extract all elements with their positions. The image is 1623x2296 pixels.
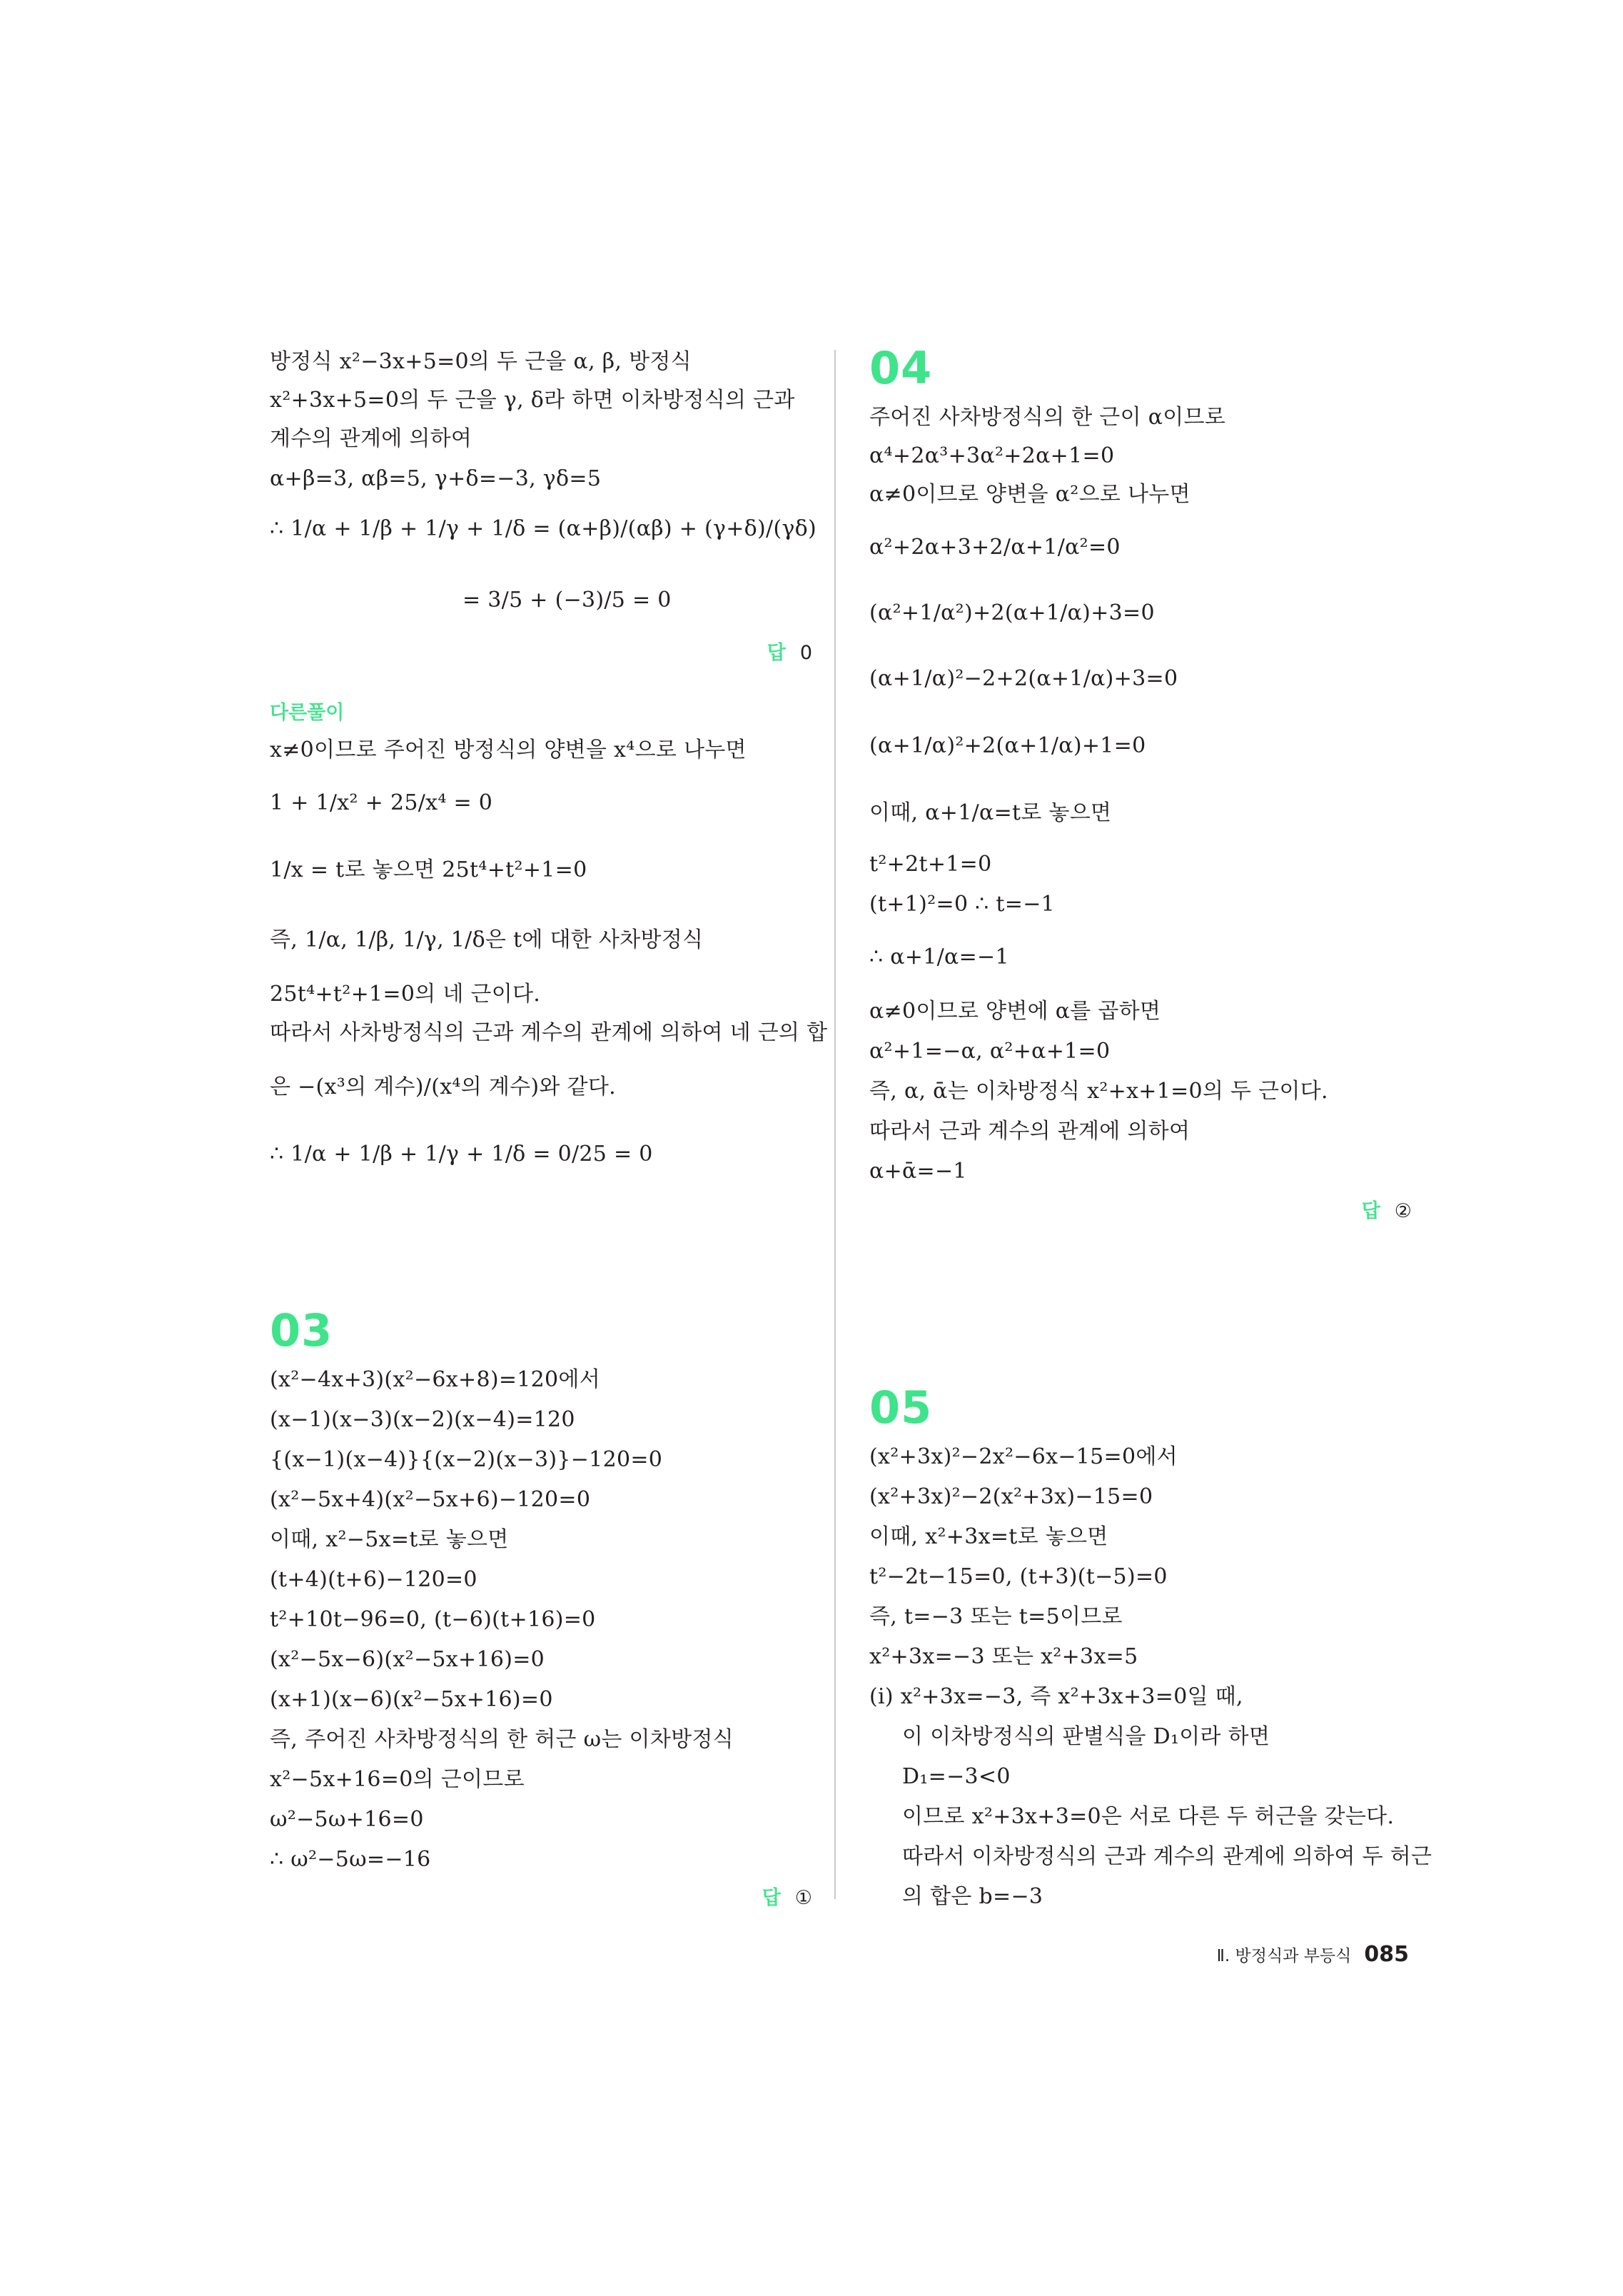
solution-line: (ⅰ) x²+3x=−3, 즉 x²+3x+3=0일 때, [869, 1684, 1243, 1709]
alt-solution-line: ∴ 1/α + 1/β + 1/γ + 1/δ = 0/25 = 0 [270, 1142, 653, 1167]
solution-line: ∴ α+1/α=−1 [869, 945, 1009, 970]
answer-value: ① [794, 1887, 812, 1909]
solution-line: 방정식 x²−3x+5=0의 두 근을 α, β, 방정식 [270, 349, 692, 374]
column-divider [834, 350, 836, 1899]
page-number: 085 [1364, 1942, 1409, 1967]
answer-problem-02 [767, 641, 812, 665]
solution-line: (x+1)(x−6)(x²−5x+16)=0 [270, 1687, 553, 1712]
equation-line: (α+1/α)²−2+2(α+1/α)+3=0 [869, 666, 1178, 691]
solution-line: α≠0이므로 양변을 α²으로 나누면 [869, 482, 1190, 507]
answer-problem-04 [1362, 1199, 1412, 1224]
solution-line: 즉, 주어진 사차방정식의 한 허근 ω는 이차방정식 [270, 1727, 734, 1752]
solution-line: (t+4)(t+6)−120=0 [270, 1567, 477, 1592]
alt-solution-line: 1/x = t로 놓으면 25t⁴+t²+1=0 [270, 857, 587, 882]
solution-line: t²+10t−96=0, (t−6)(t+16)=0 [270, 1607, 596, 1632]
answer-value: 0 [799, 642, 812, 664]
equation-line: (α+1/α)²+2(α+1/α)+1=0 [869, 733, 1146, 758]
solution-line: 이때, x²−5x=t로 놓으면 [270, 1527, 509, 1552]
solution-line: ∴ ω²−5ω=−16 [270, 1847, 431, 1872]
solution-line: (t+1)²=0 ∴ t=−1 [869, 892, 1056, 917]
solution-line: {(x−1)(x−4)}{(x−2)(x−3)}−120=0 [270, 1447, 663, 1472]
alt-solution-line: 즉, 1/α, 1/β, 1/γ, 1/δ은 t에 대한 사차방정식 [270, 927, 704, 952]
problem-number-03: 03 [270, 1304, 333, 1356]
answer-problem-03 [762, 1886, 812, 1910]
problem-number-04: 04 [869, 342, 933, 394]
solution-line: D₁=−3<0 [902, 1764, 1011, 1789]
solution-line: (x²−4x+3)(x²−6x+8)=120에서 [270, 1367, 600, 1392]
solution-line: (x−1)(x−3)(x−2)(x−4)=120 [270, 1407, 575, 1432]
solution-line: t²+2t+1=0 [869, 852, 992, 877]
page-footer [1217, 1942, 1409, 1967]
solution-line: 즉, t=−3 또는 t=5이므로 [869, 1604, 1123, 1629]
solution-line: α⁴+2α³+3α²+2α+1=0 [869, 443, 1115, 468]
solution-line: 주어진 사차방정식의 한 근이 α이므로 [869, 405, 1226, 430]
equation-line: α²+2α+3+2/α+1/α²=0 [869, 535, 1121, 560]
solution-line: 이므로 x²+3x+3=0은 서로 다른 두 허근을 갖는다. [902, 1804, 1395, 1829]
solution-line: (x²+3x)²−2x²−6x−15=0에서 [869, 1444, 1178, 1469]
solution-line: 이때, α+1/α=t로 놓으면 [869, 800, 1112, 825]
solution-line: x²+3x=−3 또는 x²+3x=5 [869, 1644, 1138, 1669]
solution-line: 이 이차방정식의 판별식을 D₁이라 하면 [902, 1724, 1270, 1749]
answer-value: ② [1394, 1200, 1412, 1222]
solution-line: α+β=3, αβ=5, γ+δ=−3, γδ=5 [270, 466, 602, 491]
answer-label: 답 [767, 642, 786, 664]
solution-line: 즉, α, ᾱ는 이차방정식 x²+x+1=0의 두 근이다. [869, 1079, 1328, 1104]
problem-number-05: 05 [869, 1381, 933, 1434]
solution-line: (x²−5x−6)(x²−5x+16)=0 [270, 1647, 545, 1672]
solution-line: 의 합은 b=−3 [902, 1884, 1043, 1909]
equation-line: = 3/5 + (−3)/5 = 0 [462, 588, 672, 613]
solution-line: (x²−5x+4)(x²−5x+6)−120=0 [270, 1487, 591, 1512]
solution-line: ω²−5ω+16=0 [270, 1807, 424, 1832]
solution-line: α≠0이므로 양변에 α를 곱하면 [869, 999, 1161, 1024]
solution-line: 이때, x²+3x=t로 놓으면 [869, 1524, 1108, 1549]
alt-solution-line: 1 + 1/x² + 25/x⁴ = 0 [270, 790, 493, 815]
solution-line: x²+3x+5=0의 두 근을 γ, δ라 하면 이차방정식의 근과 [270, 388, 795, 413]
solution-line: (x²+3x)²−2(x²+3x)−15=0 [869, 1484, 1153, 1509]
solution-line: 계수의 관계에 의하여 [270, 426, 472, 451]
solution-line: 따라서 이차방정식의 근과 계수의 관계에 의하여 두 허근 [902, 1844, 1432, 1869]
equation-line: (α²+1/α²)+2(α+1/α)+3=0 [869, 600, 1155, 625]
equation-line: ∴ 1/α + 1/β + 1/γ + 1/δ = (α+β)/(αβ) + (γ+δ)/(γδ) [270, 516, 817, 541]
alternative-solution-label: 다른풀이 [270, 702, 345, 724]
solution-line: x²−5x+16=0의 근이므로 [270, 1767, 525, 1792]
alt-solution-line: 은 −(x³의 계수)/(x⁴의 계수)와 같다. [270, 1074, 616, 1099]
answer-label: 답 [762, 1887, 781, 1909]
solution-line: 따라서 근과 계수의 관계에 의하여 [869, 1119, 1190, 1144]
solution-line: t²−2t−15=0, (t+3)(t−5)=0 [869, 1564, 1168, 1589]
solution-line: α+ᾱ=−1 [869, 1159, 967, 1184]
solution-line: α²+1=−α, α²+α+1=0 [869, 1039, 1111, 1064]
answer-label: 답 [1361, 1200, 1380, 1222]
alt-solution-line: x≠0이므로 주어진 방정식의 양변을 x⁴으로 나누면 [270, 737, 747, 762]
alt-solution-line: 25t⁴+t²+1=0의 네 근이다. [270, 982, 541, 1007]
chapter-title: Ⅱ. 방정식과 부등식 [1216, 1947, 1352, 1965]
alt-solution-line: 따라서 사차방정식의 근과 계수의 관계에 의하여 네 근의 합 [270, 1020, 828, 1045]
